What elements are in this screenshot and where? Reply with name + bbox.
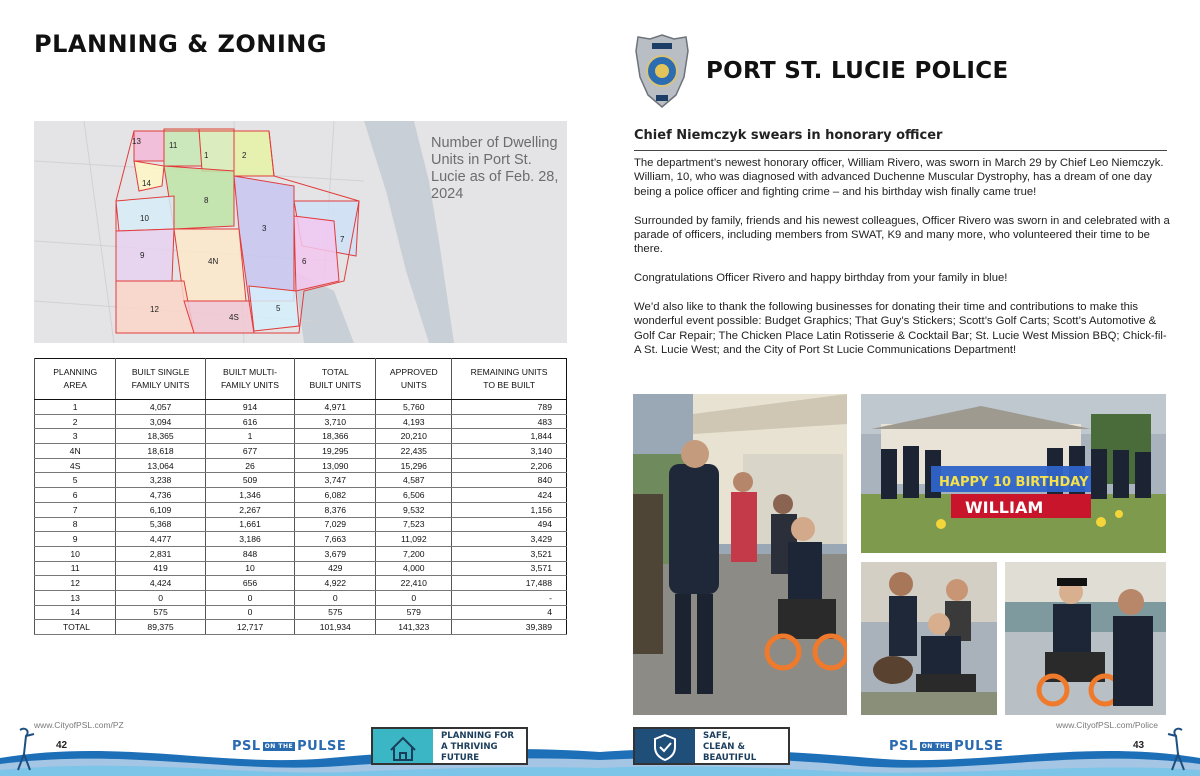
table-cell: 575 (295, 605, 376, 620)
map-caption: Number of Dwelling Units in Port St. Lucie as of Feb. 28, 2024 (431, 135, 559, 202)
table-row (35, 502, 567, 517)
table-cell: 18,618 (116, 444, 205, 459)
brand-text: PSL (889, 739, 918, 754)
zone-label: 4N (208, 257, 219, 266)
zone-label: 1 (204, 151, 209, 160)
table-header-row (35, 359, 567, 400)
page-number: 43 (1133, 740, 1145, 751)
table-cell: 20,210 (376, 429, 452, 444)
safety-badge (633, 727, 790, 765)
header-line: BUILT SINGLE (131, 367, 190, 377)
table-cell: 7,200 (376, 546, 452, 561)
photo-k9 (861, 562, 997, 715)
table-row (35, 414, 567, 429)
brand-tail: PULSE (297, 739, 347, 754)
header-line: BUILT UNITS (309, 380, 362, 390)
right-page (600, 0, 1200, 776)
table-row (35, 561, 567, 576)
article-headline: Chief Niemczyk swears in honorary officer (634, 128, 943, 143)
table-cell: 12 (35, 576, 116, 591)
table-cell: - (452, 590, 567, 605)
table-cell: 0 (205, 605, 294, 620)
table-cell: 2 (35, 414, 116, 429)
table-cell: 4,193 (376, 414, 452, 429)
zone-label: 12 (150, 305, 159, 314)
table-cell: 483 (452, 414, 567, 429)
table-cell: 141,323 (376, 620, 452, 635)
house-icon (379, 732, 427, 762)
zone-label: 8 (204, 196, 209, 205)
zone-label: 2 (242, 151, 247, 160)
zone-label: 9 (140, 251, 145, 260)
brand-tail: PULSE (954, 739, 1004, 754)
table-cell: 7,663 (295, 532, 376, 547)
photo-group-birthday (861, 394, 1166, 553)
footer-url[interactable]: www.CityofPSL.com/Police (1056, 720, 1159, 730)
photo-swearing-in (633, 394, 847, 715)
header-line: REMAINING UNITS (470, 367, 548, 377)
table-row (35, 458, 567, 473)
table-cell: 4,424 (116, 576, 205, 591)
table-cell: 575 (116, 605, 205, 620)
table-cell: 1,156 (452, 502, 567, 517)
zone-label: 3 (262, 224, 267, 233)
badge-line: SAFE, (703, 731, 731, 741)
table-cell: 0 (205, 590, 294, 605)
table-cell: 419 (116, 561, 205, 576)
article-paragraph: We’d also like to thank the following businesses for donating their time and contributions to make this wonderful event possible: Budget Graphics; That Guy’s Stickers; Scott’s Golf Carts; Scott’s Automotive & Golf Car Repair; The Chicken Place Latin Rotisserie & Cocktail Bar; St. Lucie West Mission BBQ; Chick-fil-A St. Lucie West; and the City of Port St Lucie Communications Department! (634, 301, 1167, 357)
zone-label: 4S (229, 313, 239, 322)
table-cell: 26 (205, 458, 294, 473)
table-cell: 8 (35, 517, 116, 532)
table-cell: 6,506 (376, 488, 452, 503)
table-row (35, 517, 567, 532)
table-cell: 1,844 (452, 429, 567, 444)
table-header-cell (376, 359, 452, 400)
psl-pulse-logo (889, 739, 1003, 754)
planning-badge (371, 727, 528, 765)
table-cell: 3,521 (452, 546, 567, 561)
table-cell: 0 (376, 590, 452, 605)
badge-line: A THRIVING (441, 742, 498, 752)
section-title: PLANNING & ZONING (34, 30, 328, 58)
zone-label: 10 (140, 214, 149, 223)
table-row (35, 620, 567, 635)
table-cell: 4N (35, 444, 116, 459)
table-cell: 789 (452, 400, 567, 415)
header-line: BUILT MULTI- (223, 367, 277, 377)
table-cell: 5,368 (116, 517, 205, 532)
dwelling-units-table (34, 358, 567, 635)
table-cell: 10 (35, 546, 116, 561)
table-cell: 848 (205, 546, 294, 561)
zone-label: 13 (132, 137, 141, 146)
header-line: PLANNING (53, 367, 98, 377)
table-cell: 4,971 (295, 400, 376, 415)
brand-text: PSL (232, 739, 261, 754)
table-cell: 1 (205, 429, 294, 444)
shield-check-icon (641, 732, 689, 762)
psl-pulse-logo (232, 739, 346, 754)
table-header-cell (452, 359, 567, 400)
table-cell: TOTAL (35, 620, 116, 635)
table-cell: 4,057 (116, 400, 205, 415)
table-cell: 656 (205, 576, 294, 591)
header-line: APPROVED (389, 367, 438, 377)
header-line: FAMILY UNITS (131, 380, 190, 390)
table-row (35, 400, 567, 415)
table-cell: 7 (35, 502, 116, 517)
table-cell: 3,710 (295, 414, 376, 429)
table-row (35, 605, 567, 620)
table-row (35, 546, 567, 561)
table-body (35, 400, 567, 635)
badge-label (441, 731, 514, 764)
department-title: PORT ST. LUCIE POLICE (706, 58, 1009, 84)
table-cell: 3 (35, 429, 116, 444)
table-cell: 18,366 (295, 429, 376, 444)
header-line: AREA (63, 380, 87, 390)
table-cell: 579 (376, 605, 452, 620)
table-cell: 4,736 (116, 488, 205, 503)
table-cell: 7,029 (295, 517, 376, 532)
table-cell: 6,109 (116, 502, 205, 517)
page-number: 42 (56, 740, 68, 751)
table-cell: 10 (205, 561, 294, 576)
table-row (35, 473, 567, 488)
table-cell: 4S (35, 458, 116, 473)
table-cell: 0 (295, 590, 376, 605)
badge-line: PLANNING FOR (441, 731, 515, 741)
table-cell: 3,429 (452, 532, 567, 547)
table-cell: 15,296 (376, 458, 452, 473)
table-cell: 3,679 (295, 546, 376, 561)
table-cell: 5 (35, 473, 116, 488)
table-cell: 914 (205, 400, 294, 415)
table-cell: 2,267 (205, 502, 294, 517)
table-cell: 13,090 (295, 458, 376, 473)
footer-url[interactable]: www.CityofPSL.com/PZ (34, 720, 124, 730)
table-cell: 8,376 (295, 502, 376, 517)
photo-boy-officer (1005, 562, 1166, 715)
table-cell: 6 (35, 488, 116, 503)
zone-label: 11 (169, 141, 178, 150)
table-cell: 6,082 (295, 488, 376, 503)
table-cell: 1 (35, 400, 116, 415)
table-cell: 840 (452, 473, 567, 488)
table-cell: 5,760 (376, 400, 452, 415)
table-cell: 3,747 (295, 473, 376, 488)
table-cell: 89,375 (116, 620, 205, 635)
table-cell: 3,140 (452, 444, 567, 459)
table-cell: 4,922 (295, 576, 376, 591)
table-cell: 1,346 (205, 488, 294, 503)
table-cell: 2,206 (452, 458, 567, 473)
table-cell: 424 (452, 488, 567, 503)
zone-label: 6 (302, 257, 307, 266)
police-badge-icon (634, 33, 690, 109)
table-cell: 9,532 (376, 502, 452, 517)
table-cell: 17,488 (452, 576, 567, 591)
table-cell: 12,717 (205, 620, 294, 635)
table-cell: 9 (35, 532, 116, 547)
table-cell: 22,410 (376, 576, 452, 591)
table-cell: 0 (116, 590, 205, 605)
table-cell: 4,477 (116, 532, 205, 547)
table-header-cell (35, 359, 116, 400)
badge-line: CLEAN & (703, 742, 745, 752)
badge-line: FUTURE (441, 753, 480, 763)
zone-label: 5 (276, 304, 281, 313)
table-cell: 677 (205, 444, 294, 459)
table-cell: 14 (35, 605, 116, 620)
brand-mini: ON THE (921, 743, 951, 750)
table-row (35, 429, 567, 444)
zone-label: 14 (142, 179, 151, 188)
table-row (35, 532, 567, 547)
table-cell: 13,064 (116, 458, 205, 473)
table-cell: 2,831 (116, 546, 205, 561)
table-cell: 4,000 (376, 561, 452, 576)
birthday-banner-text: HAPPY 10 BIRTHDAY (939, 475, 1089, 490)
table-cell: 11,092 (376, 532, 452, 547)
table-cell: 101,934 (295, 620, 376, 635)
table-cell: 7,523 (376, 517, 452, 532)
table-cell: 494 (452, 517, 567, 532)
table-row (35, 590, 567, 605)
article-body (634, 156, 1170, 372)
table-cell: 1,661 (205, 517, 294, 532)
table-cell: 3,094 (116, 414, 205, 429)
table-cell: 19,295 (295, 444, 376, 459)
table-cell: 13 (35, 590, 116, 605)
table-header-cell (205, 359, 294, 400)
table-header-cell (116, 359, 205, 400)
table-cell: 4,587 (376, 473, 452, 488)
badge-line: BEAUTIFUL (703, 753, 757, 763)
table-cell: 22,435 (376, 444, 452, 459)
birthday-banner-name: WILLIAM (965, 498, 1044, 517)
badge-label (703, 731, 756, 764)
header-line: TO BE BUILT (483, 380, 535, 390)
article-paragraph: Congratulations Officer Rivero and happy birthday from your family in blue! (634, 272, 1008, 285)
table-cell: 39,389 (452, 620, 567, 635)
heron-logo-icon (6, 724, 42, 774)
table-cell: 616 (205, 414, 294, 429)
table-cell: 18,365 (116, 429, 205, 444)
table-cell: 429 (295, 561, 376, 576)
header-line: UNITS (400, 380, 427, 390)
table-row (35, 488, 567, 503)
table-cell: 11 (35, 561, 116, 576)
heron-logo-icon (1160, 724, 1196, 774)
table-cell: 509 (205, 473, 294, 488)
table-cell: 3,186 (205, 532, 294, 547)
table-header-cell (295, 359, 376, 400)
header-line: FAMILY UNITS (221, 380, 279, 390)
brand-mini: ON THE (264, 743, 294, 750)
divider (634, 150, 1167, 151)
zone-label: 7 (340, 235, 345, 244)
table-cell: 3,238 (116, 473, 205, 488)
article-paragraph: Surrounded by family, friends and his newest colleagues, Officer Rivero was sworn in and celebrated with a parade of officers, including members from SWAT, K9 and many more, who volunteered their time to be there. (634, 214, 1170, 256)
table-row (35, 444, 567, 459)
table-row (35, 576, 567, 591)
table-cell: 4 (452, 605, 567, 620)
table-cell: 3,571 (452, 561, 567, 576)
article-paragraph: The department’s newest honorary officer, William Rivero, was sworn in March 29 by Chief Leo Niemczyk. William, 10, who was diagnosed with advanced Duchenne Muscular Dystrophy, has a dream of one day being a police officer and fighting crime – and his birthday wish finally came true! (634, 157, 1164, 198)
header-line: TOTAL (321, 367, 349, 377)
